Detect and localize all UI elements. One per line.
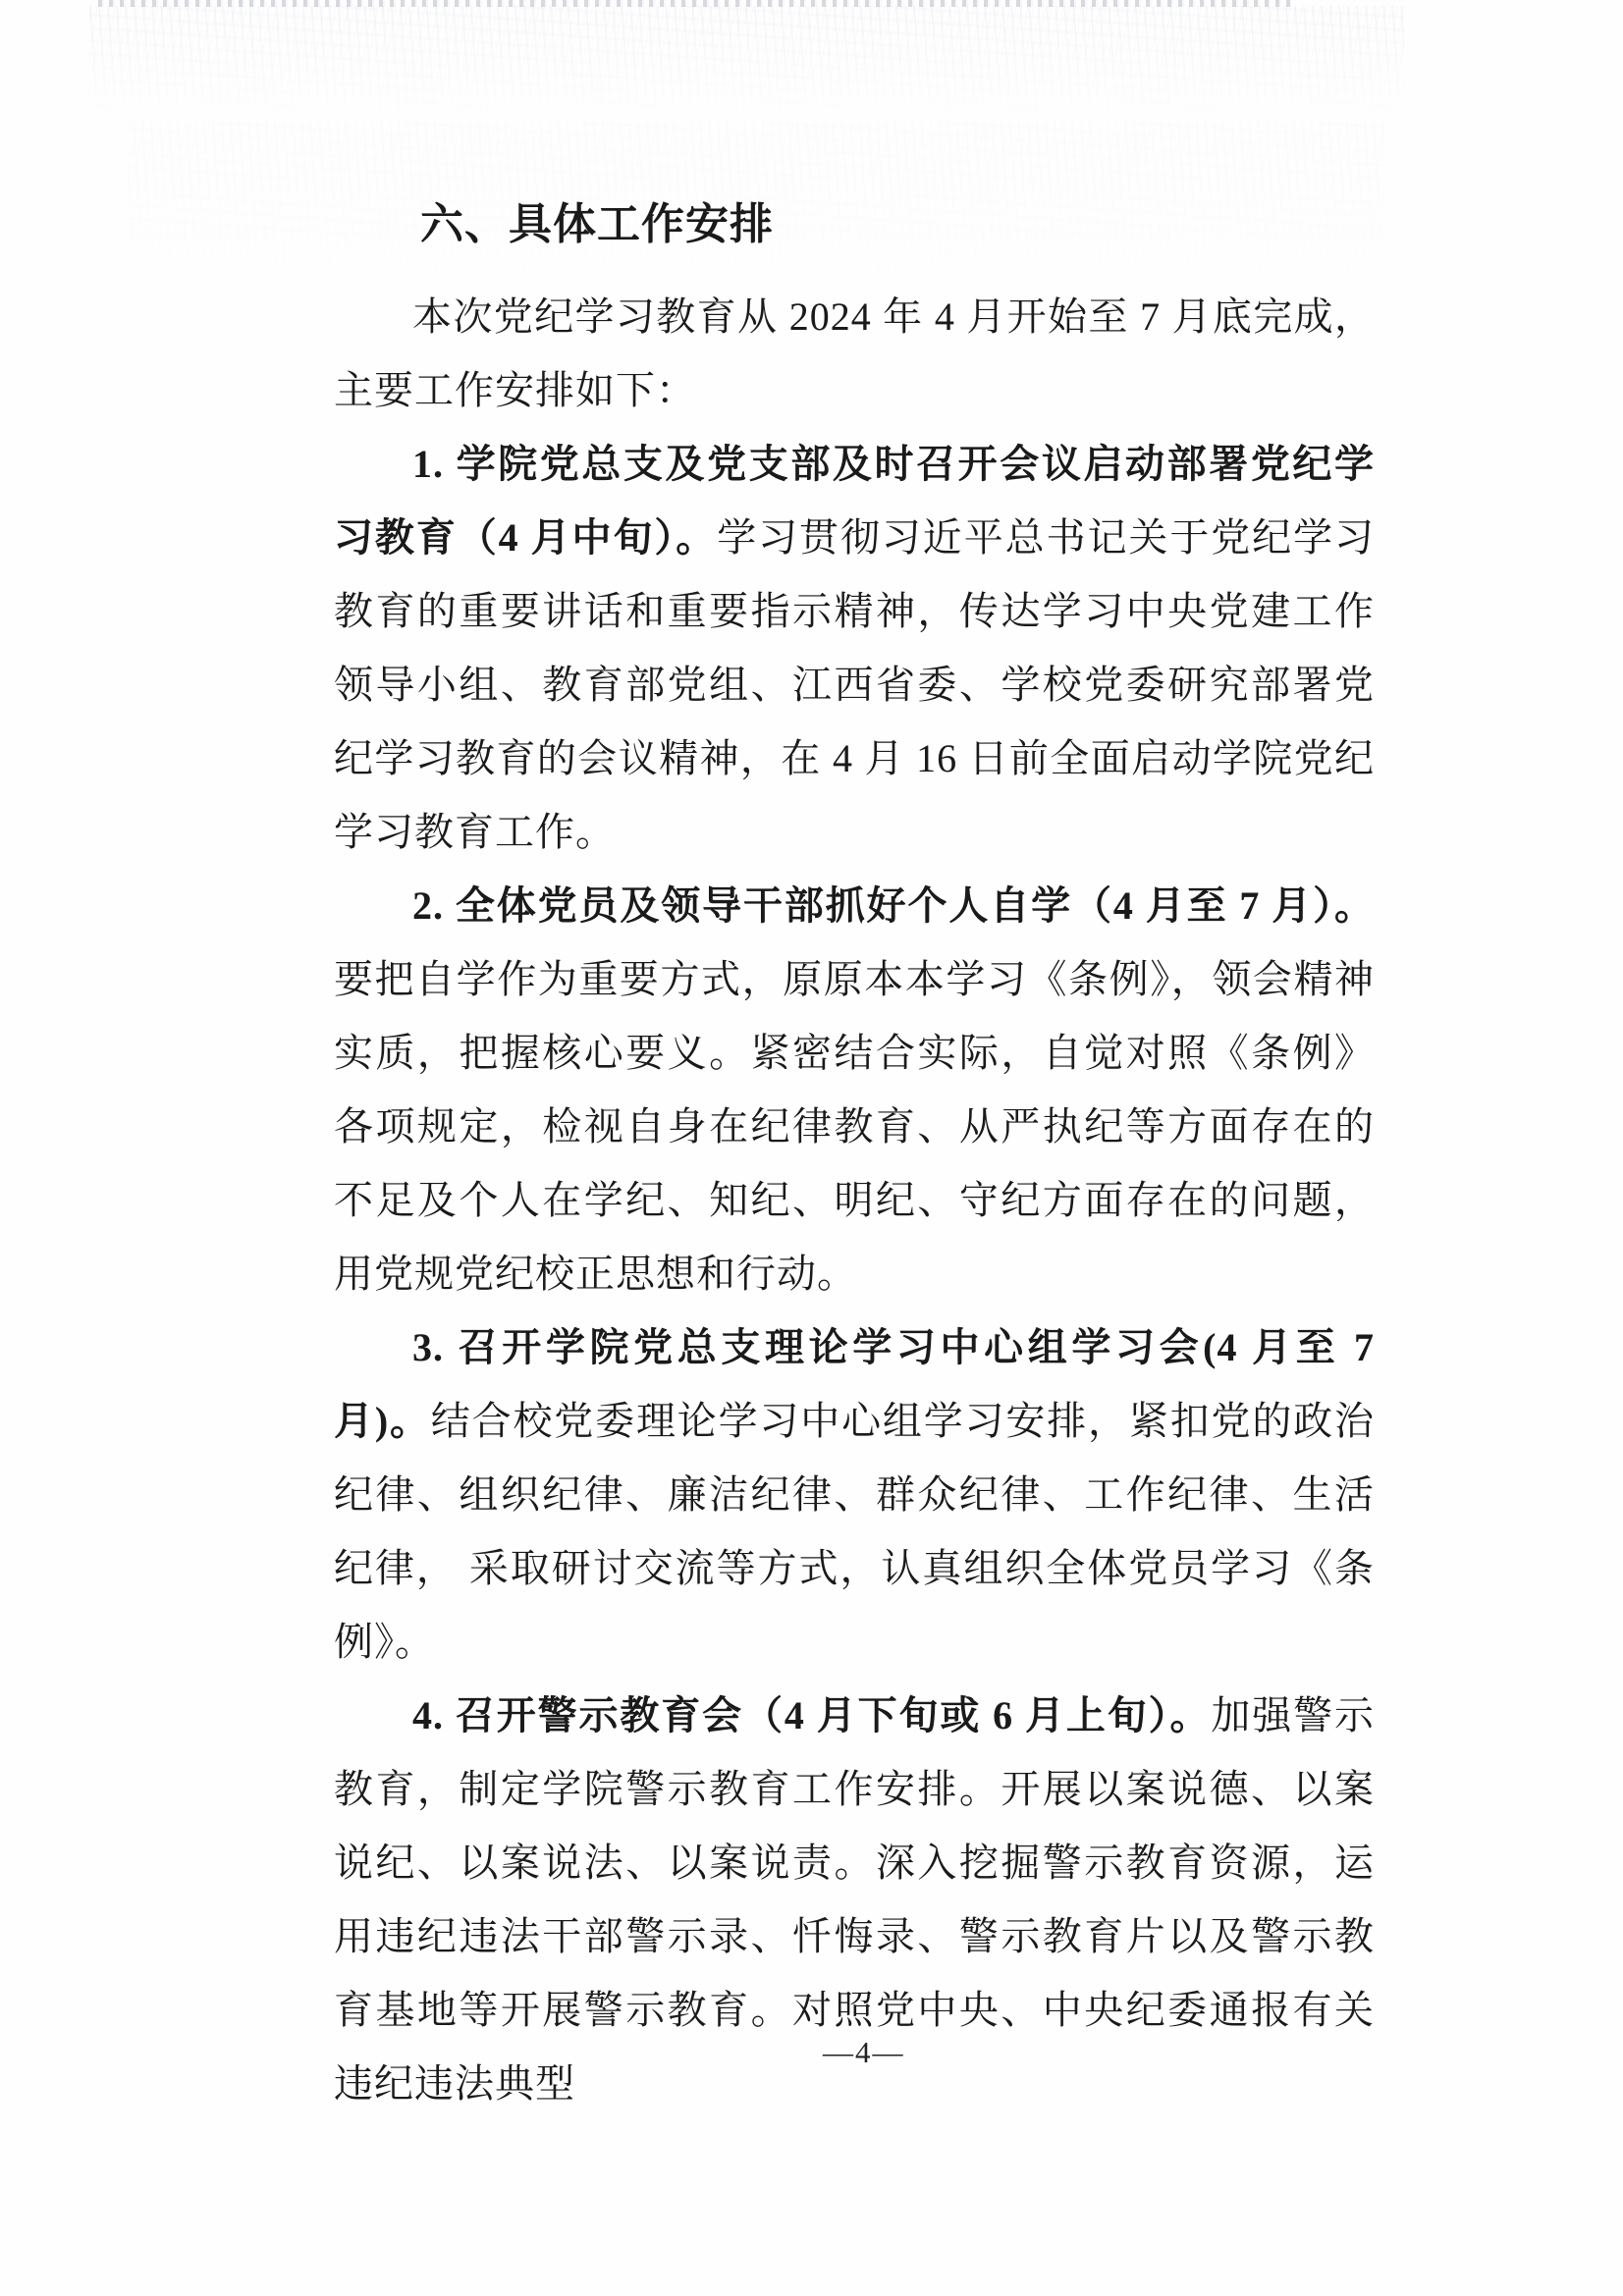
text-segment: 本次党纪学习教育从 2024 年 4 月开始至 7 月底完成，主要工作安排如下： [334, 294, 1375, 412]
section-heading: 六、具体工作安排 [420, 200, 774, 248]
bold-lead-segment: 4. 召开警示教育会（4 月下旬或 6 月上旬）。 [412, 1693, 1212, 1737]
text-segment: 结合校党委理论学习中心组学习安排，紧扣党的政治纪律、组织纪律、廉洁纪律、群众纪律、工作纪律、生活纪律， 采取研讨交流等方式，认真组织全体党员学习《条例》。 [334, 1399, 1376, 1664]
bold-lead-segment: 2. 全体党员及领导干部抓好个人自学（4 月至 7 月）。 [412, 883, 1375, 928]
scan-noise-band [88, 6, 1404, 119]
document-body [334, 187, 1375, 2120]
bold-lead-segment: 3. 召开学院党总支理论学习中心组学习会(4 月至 7 月)。 [334, 1325, 1375, 1443]
paragraph-intro [334, 280, 1375, 427]
text-segment: 要把自学作为重要方式，原原本本学习《条例》，领会精神实质，把握核心要义。紧密结合实际，自觉对照《条例》各项规定，检视自身在纪律教育、从严执纪等方面存在的不足及个人在学纪、知纪、明纪、守纪方面存在的问题，用党规党纪校正思想和行动。 [334, 957, 1375, 1296]
text-segment: 加强警示教育，制定学院警示教育工作安排。开展以案说德、以案说纪、以案说法、以案说责。深入挖掘警示教育资源，运用违纪违法干部警示录、忏悔录、警示教育片以及警示教育基地等开展警示教育。对照党中央、中央纪委通报有关违纪违法典型 [334, 1693, 1375, 2106]
paragraph-item-1 [334, 427, 1375, 869]
page-number: —4— [823, 2035, 905, 2069]
bold-lead-segment: 1. 学院党总支及党支部及时召开会议启动部署党纪学习教育（4 月中旬）。 [334, 442, 1375, 560]
text-segment: 学习贯彻习近平总书记关于党纪学习教育的重要讲话和重要指示精神，传达学习中央党建工作领导小组、教育部党组、江西省委、学校党委研究部署党纪学习教育的会议精神，在 4 月 16 日前全面启动学院党纪学习教育工作。 [334, 515, 1376, 854]
paragraph-item-2 [334, 869, 1375, 1310]
paragraph-item-3 [334, 1310, 1375, 1679]
